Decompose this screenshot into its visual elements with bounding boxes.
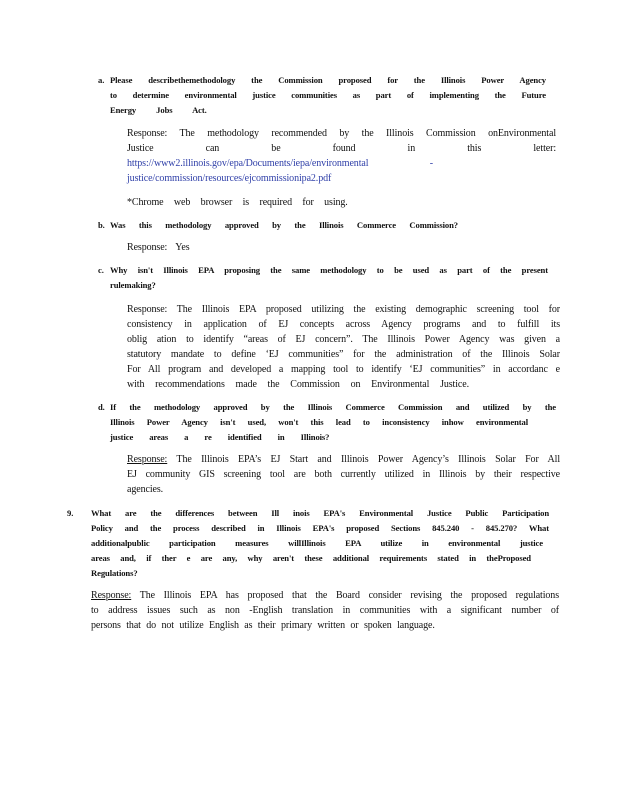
response-c-line-6: with recommendations made the Commission on Environmental Justice. [127, 379, 469, 390]
response-c-line-2: consistency in application of EJ concepts across Agency programs and to fulfill its [127, 319, 560, 330]
response-a-link-1[interactable]: https://www2.illinois.gov/epa/Documents/iepa/environmental - [127, 158, 433, 169]
response-d-prefix: Response: [127, 454, 168, 465]
response-d-line-1: The Illinois EPA’s EJ Start and Illinois Power Agency’s Illinois Solar For All [167, 454, 560, 465]
response-9 [91, 588, 559, 633]
question-9-line-5: Regulations? [91, 568, 138, 578]
question-a [98, 73, 546, 118]
question-9 [91, 506, 549, 581]
response-d [127, 452, 560, 497]
question-a-label: a. [98, 75, 105, 85]
response-9-line-2: to address issues such as non -English translation in communities with a significant number of [91, 605, 559, 616]
question-9-line-2: Policy and the process described in Illinois EPA's proposed Sections 845.240 - 845.270? What [91, 523, 549, 533]
response-9-prefix: Response: [91, 590, 132, 601]
response-a-link-2[interactable]: justice/commission/resources/ejcommissionipa2.pdf [127, 173, 332, 184]
response-b [127, 240, 327, 255]
question-c-label: c. [98, 265, 104, 275]
question-b-label: b. [98, 220, 105, 230]
question-d-line-3: justice areas a re identified in Illinois? [110, 432, 330, 442]
response-a-line-2: Justice can be found in this letter: [127, 143, 556, 154]
question-d-label: d. [98, 402, 105, 412]
question-9-number [67, 506, 87, 521]
question-c [98, 263, 548, 293]
question-c-line-2: rulemaking? [110, 280, 156, 290]
response-c-line-4: statutory mandate to define ‘EJ communities” for the administration of the Illinois Solar [127, 349, 560, 360]
question-9-line-1: What are the differences between Ill inois EPA's Environmental Justice Public Participation [91, 508, 549, 518]
response-9-line-1: The Illinois EPA has proposed that the Board consider revising the proposed regulations [131, 590, 559, 601]
question-d [98, 400, 556, 445]
response-9-line-3: persons that do not utilize English as their primary written or spoken language. [91, 620, 435, 631]
question-a-line-3: Energy Jobs Act. [110, 105, 207, 115]
question-9-label: 9. [67, 508, 74, 518]
response-c-line-1: Response: The Illinois EPA proposed utilizing the existing demographic screening tool for [127, 304, 560, 315]
question-d-line-1: If the methodology approved by the Illinois Commerce Commission and utilized by the [110, 402, 556, 412]
response-c-line-3: oblig ation to identify “areas of EJ concern”. The Illinois Power Agency was given a [127, 334, 560, 345]
response-a-note: *Chrome web browser is required for using. [127, 197, 348, 208]
question-a-line-1: Please describethemethodology the Commission proposed for the Illinois Power Agency [110, 75, 546, 85]
response-b-text: Response: Yes [127, 242, 190, 253]
question-d-line-2: Illinois Power Agency isn't used, won't this lead to inconsistency inhow environmental [110, 417, 528, 427]
question-b-text: Was this methodology approved by the Illinois Commerce Commission? [110, 220, 458, 230]
question-9-line-3: additionalpublic participation measures willIllinois EPA utilize in environmental justice [91, 538, 543, 548]
question-a-line-2: to determine environmental justice communities as part of implementing the Future [110, 90, 546, 100]
response-d-line-2: EJ community GIS screening tool are both currently utilized in Illinois by their respective [127, 469, 560, 480]
response-d-line-3: agencies. [127, 484, 164, 495]
response-c-line-5: For All program and developed a mapping tool to identify ‘EJ communities” in accordanc e [127, 364, 560, 375]
response-a-line-1: Response: The methodology recommended by the Illinois Commission onEnvironmental [127, 128, 556, 139]
question-c-line-1: Why isn't Illinois EPA proposing the same methodology to be used as part of the present [110, 265, 548, 275]
response-c [127, 302, 560, 392]
response-a [127, 126, 556, 210]
question-9-line-4: areas and, if ther e are any, why aren't these additional requirements stated in theProposed [91, 553, 531, 563]
question-b [98, 218, 458, 233]
